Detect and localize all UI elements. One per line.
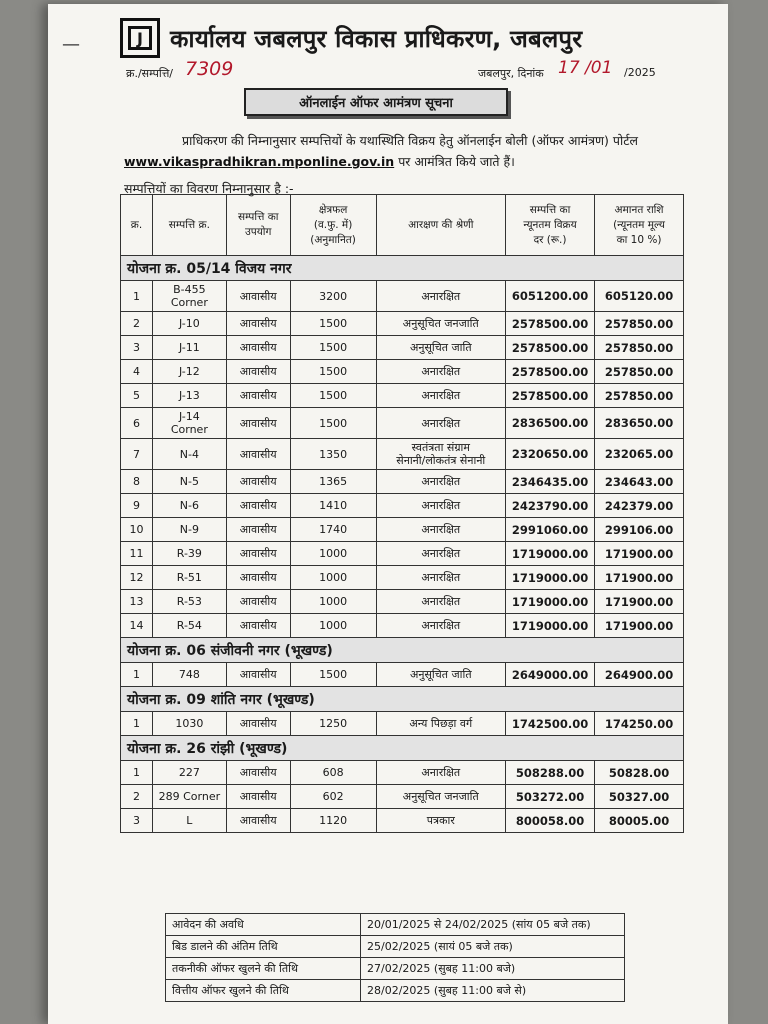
cell-deposit: 242379.00 (595, 494, 684, 518)
cell-use: आवासीय (226, 494, 290, 518)
table-row (121, 470, 684, 494)
cell-use: आवासीय (226, 590, 290, 614)
cell-sno: 1 (121, 281, 153, 312)
cell-deposit: 257850.00 (595, 336, 684, 360)
cell-area: 1000 (290, 542, 376, 566)
schedule-value: 28/02/2025 (सुबह 11:00 बजे से) (361, 980, 625, 1002)
cell-sno: 3 (121, 809, 153, 833)
cell-property-no: N-4 (152, 439, 226, 470)
schedule-row (166, 936, 625, 958)
cell-property-no: B-455 Corner (152, 281, 226, 312)
property-table (120, 194, 684, 833)
cell-use: आवासीय (226, 281, 290, 312)
cell-sno: 7 (121, 439, 153, 470)
cell-reservation: अनारक्षित (376, 494, 506, 518)
scheme-header-row (121, 256, 684, 281)
cell-deposit: 232065.00 (595, 439, 684, 470)
cell-property-no: L (152, 809, 226, 833)
cell-min-rate: 2320650.00 (506, 439, 595, 470)
cell-min-rate: 2578500.00 (506, 312, 595, 336)
cell-property-no: 289 Corner (152, 785, 226, 809)
schedule-row (166, 958, 625, 980)
table-row (121, 312, 684, 336)
cell-area: 608 (290, 761, 376, 785)
cell-sno: 13 (121, 590, 153, 614)
cell-use: आवासीय (226, 312, 290, 336)
cell-area: 1000 (290, 614, 376, 638)
cell-area: 1500 (290, 408, 376, 439)
cell-use: आवासीय (226, 809, 290, 833)
cell-area: 1000 (290, 590, 376, 614)
place-date-label: जबलपुर, दिनांक (478, 67, 544, 80)
cell-min-rate: 508288.00 (506, 761, 595, 785)
cell-min-rate: 2578500.00 (506, 336, 595, 360)
scheme-title: योजना क्र. 06 संजीवनी नगर (भूखण्ड) (121, 638, 684, 663)
table-row (121, 712, 684, 736)
cell-reservation: अनारक्षित (376, 542, 506, 566)
cell-reservation: अनारक्षित (376, 470, 506, 494)
cell-min-rate: 1719000.00 (506, 542, 595, 566)
table-row (121, 281, 684, 312)
cell-sno: 3 (121, 336, 153, 360)
cell-sno: 8 (121, 470, 153, 494)
intro-text-end: पर आमंत्रित किये जाते हैं। (398, 154, 515, 169)
cell-area: 1250 (290, 712, 376, 736)
cell-reservation: अनारक्षित (376, 408, 506, 439)
table-row (121, 590, 684, 614)
header-min-rate: सम्पत्ति का न्यूनतम विक्रय दर (रू.) (506, 195, 595, 256)
cell-reservation: अनारक्षित (376, 518, 506, 542)
cell-reservation: अनारक्षित (376, 360, 506, 384)
schedule-value: 27/02/2025 (सुबह 11:00 बजे) (361, 958, 625, 980)
cell-min-rate: 2346435.00 (506, 470, 595, 494)
cell-use: आवासीय (226, 408, 290, 439)
table-row (121, 614, 684, 638)
cell-property-no: N-6 (152, 494, 226, 518)
table-row (121, 518, 684, 542)
cell-property-no: R-53 (152, 590, 226, 614)
cell-reservation: अन्य पिछड़ा वर्ग (376, 712, 506, 736)
cell-reservation: अनारक्षित (376, 590, 506, 614)
cell-sno: 10 (121, 518, 153, 542)
intro-text: प्राधिकरण की निम्नानुसार सम्पत्तियों के यथास्थिति विक्रय हेतु ऑनलाईन बोली (ऑफर आमंत्रण) पोर्टल (182, 133, 639, 148)
cell-property-no: N-5 (152, 470, 226, 494)
cell-sno: 11 (121, 542, 153, 566)
cell-area: 1500 (290, 360, 376, 384)
cell-property-no: J-14 Corner (152, 408, 226, 439)
scheme-title: योजना क्र. 05/14 विजय नगर (121, 256, 684, 281)
scheme-header-row (121, 638, 684, 663)
cell-area: 1350 (290, 439, 376, 470)
table-row (121, 336, 684, 360)
cell-use: आवासीय (226, 761, 290, 785)
cell-sno: 12 (121, 566, 153, 590)
intro-paragraph (124, 130, 664, 172)
cell-use: आवासीय (226, 542, 290, 566)
header-reservation: आरक्षण की श्रेणी (376, 195, 506, 256)
cell-sno: 14 (121, 614, 153, 638)
cell-area: 1500 (290, 336, 376, 360)
cell-property-no: 1030 (152, 712, 226, 736)
header-deposit: अमानत राशि (न्यूनतम मूल्य का 10 %) (595, 195, 684, 256)
header-sno: क्र. (121, 195, 153, 256)
cell-property-no: R-51 (152, 566, 226, 590)
cell-deposit: 234643.00 (595, 470, 684, 494)
cell-use: आवासीय (226, 360, 290, 384)
cell-sno: 9 (121, 494, 153, 518)
cell-deposit: 171900.00 (595, 590, 684, 614)
cell-deposit: 80005.00 (595, 809, 684, 833)
table-row (121, 785, 684, 809)
table-row (121, 408, 684, 439)
cell-property-no: J-11 (152, 336, 226, 360)
header-use: सम्पत्ति का उपयोग (226, 195, 290, 256)
table-header-row (121, 195, 684, 256)
details-line: सम्पत्तियों का विवरण निम्नानुसार है :- (124, 181, 294, 196)
cell-deposit: 171900.00 (595, 614, 684, 638)
cell-use: आवासीय (226, 439, 290, 470)
cell-property-no: R-39 (152, 542, 226, 566)
cell-sno: 5 (121, 384, 153, 408)
cell-deposit: 605120.00 (595, 281, 684, 312)
cell-property-no: J-13 (152, 384, 226, 408)
schedule-value: 20/01/2025 से 24/02/2025 (सांय 05 बजे तक) (361, 914, 625, 936)
cell-min-rate: 1742500.00 (506, 712, 595, 736)
cell-reservation: अनुसूचित जनजाति (376, 785, 506, 809)
cell-use: आवासीय (226, 384, 290, 408)
cell-min-rate: 6051200.00 (506, 281, 595, 312)
cell-min-rate: 2423790.00 (506, 494, 595, 518)
scheme-title: योजना क्र. 26 रांझी (भूखण्ड) (121, 736, 684, 761)
cell-reservation: पत्रकार (376, 809, 506, 833)
cell-sno: 6 (121, 408, 153, 439)
cell-deposit: 299106.00 (595, 518, 684, 542)
cell-property-no: R-54 (152, 614, 226, 638)
authority-logo (120, 18, 160, 58)
margin-mark: — (62, 34, 80, 55)
cell-min-rate: 1719000.00 (506, 566, 595, 590)
schedule-row (166, 914, 625, 936)
schedule-table (165, 913, 625, 1002)
table-row (121, 494, 684, 518)
cell-sno: 2 (121, 785, 153, 809)
cell-reservation: अनुसूचित जनजाति (376, 312, 506, 336)
portal-link[interactable]: www.vikaspradhikran.mponline.gov.in (124, 154, 395, 169)
header-property-no: सम्पत्ति क्र. (152, 195, 226, 256)
cell-property-no: 748 (152, 663, 226, 687)
cell-reservation: स्वतंत्रता संग्राम सेनानी/लोकतंत्र सेनानी (376, 439, 506, 470)
table-row (121, 360, 684, 384)
cell-reservation: अनुसूचित जाति (376, 336, 506, 360)
cell-min-rate: 2578500.00 (506, 384, 595, 408)
scheme-header-row (121, 687, 684, 712)
cell-area: 1000 (290, 566, 376, 590)
cell-min-rate: 2649000.00 (506, 663, 595, 687)
notice-title: ऑनलाईन ऑफर आमंत्रण सूचना (244, 88, 508, 116)
cell-sno: 1 (121, 761, 153, 785)
cell-reservation: अनुसूचित जाति (376, 663, 506, 687)
cell-deposit: 257850.00 (595, 312, 684, 336)
header-area: क्षेत्रफल (व.फु. में) (अनुमानित) (290, 195, 376, 256)
cell-reservation: अनारक्षित (376, 761, 506, 785)
cell-use: आवासीय (226, 614, 290, 638)
schedule-label: आवेदन की अवधि (166, 914, 361, 936)
cell-use: आवासीय (226, 712, 290, 736)
table-row (121, 761, 684, 785)
scheme-title: योजना क्र. 09 शांति नगर (भूखण्ड) (121, 687, 684, 712)
cell-property-no: J-10 (152, 312, 226, 336)
cell-deposit: 50327.00 (595, 785, 684, 809)
schedule-value: 25/02/2025 (सायं 05 बजे तक) (361, 936, 625, 958)
cell-deposit: 264900.00 (595, 663, 684, 687)
cell-area: 1410 (290, 494, 376, 518)
cell-property-no: 227 (152, 761, 226, 785)
table-row (121, 809, 684, 833)
ref-number: 7309 (185, 58, 234, 80)
cell-sno: 1 (121, 663, 153, 687)
schedule-label: तकनीकी ऑफर खुलने की तिथि (166, 958, 361, 980)
cell-sno: 2 (121, 312, 153, 336)
cell-min-rate: 2578500.00 (506, 360, 595, 384)
cell-reservation: अनारक्षित (376, 384, 506, 408)
cell-min-rate: 1719000.00 (506, 614, 595, 638)
cell-area: 1500 (290, 663, 376, 687)
cell-area: 1500 (290, 312, 376, 336)
cell-min-rate: 800058.00 (506, 809, 595, 833)
cell-use: आवासीय (226, 663, 290, 687)
logo-letter: J (137, 28, 143, 48)
cell-use: आवासीय (226, 566, 290, 590)
cell-area: 1365 (290, 470, 376, 494)
cell-deposit: 283650.00 (595, 408, 684, 439)
scheme-header-row (121, 736, 684, 761)
cell-deposit: 257850.00 (595, 384, 684, 408)
cell-property-no: J-12 (152, 360, 226, 384)
cell-reservation: अनारक्षित (376, 281, 506, 312)
cell-use: आवासीय (226, 470, 290, 494)
cell-min-rate: 503272.00 (506, 785, 595, 809)
table-row (121, 439, 684, 470)
cell-deposit: 174250.00 (595, 712, 684, 736)
cell-min-rate: 2991060.00 (506, 518, 595, 542)
cell-area: 1500 (290, 384, 376, 408)
date-year: /2025 (624, 66, 656, 79)
schedule-label: बिड डालने की अंतिम तिथि (166, 936, 361, 958)
cell-reservation: अनारक्षित (376, 566, 506, 590)
cell-deposit: 171900.00 (595, 542, 684, 566)
cell-area: 602 (290, 785, 376, 809)
cell-deposit: 50828.00 (595, 761, 684, 785)
cell-deposit: 171900.00 (595, 566, 684, 590)
cell-use: आवासीय (226, 785, 290, 809)
cell-area: 3200 (290, 281, 376, 312)
date-handwritten: 17 /01 (558, 58, 613, 78)
cell-deposit: 257850.00 (595, 360, 684, 384)
cell-property-no: N-9 (152, 518, 226, 542)
cell-sno: 4 (121, 360, 153, 384)
cell-use: आवासीय (226, 518, 290, 542)
office-title: कार्यालय जबलपुर विकास प्राधिकरण, जबलपुर (170, 25, 583, 53)
table-row (121, 384, 684, 408)
cell-sno: 1 (121, 712, 153, 736)
table-row (121, 566, 684, 590)
ref-label: क्र./सम्पत्ति/ (126, 67, 173, 80)
cell-area: 1740 (290, 518, 376, 542)
cell-reservation: अनारक्षित (376, 614, 506, 638)
table-row (121, 542, 684, 566)
schedule-label: वित्तीय ऑफर खुलने की तिथि (166, 980, 361, 1002)
cell-use: आवासीय (226, 336, 290, 360)
cell-min-rate: 1719000.00 (506, 590, 595, 614)
cell-min-rate: 2836500.00 (506, 408, 595, 439)
table-row (121, 663, 684, 687)
schedule-row (166, 980, 625, 1002)
cell-area: 1120 (290, 809, 376, 833)
